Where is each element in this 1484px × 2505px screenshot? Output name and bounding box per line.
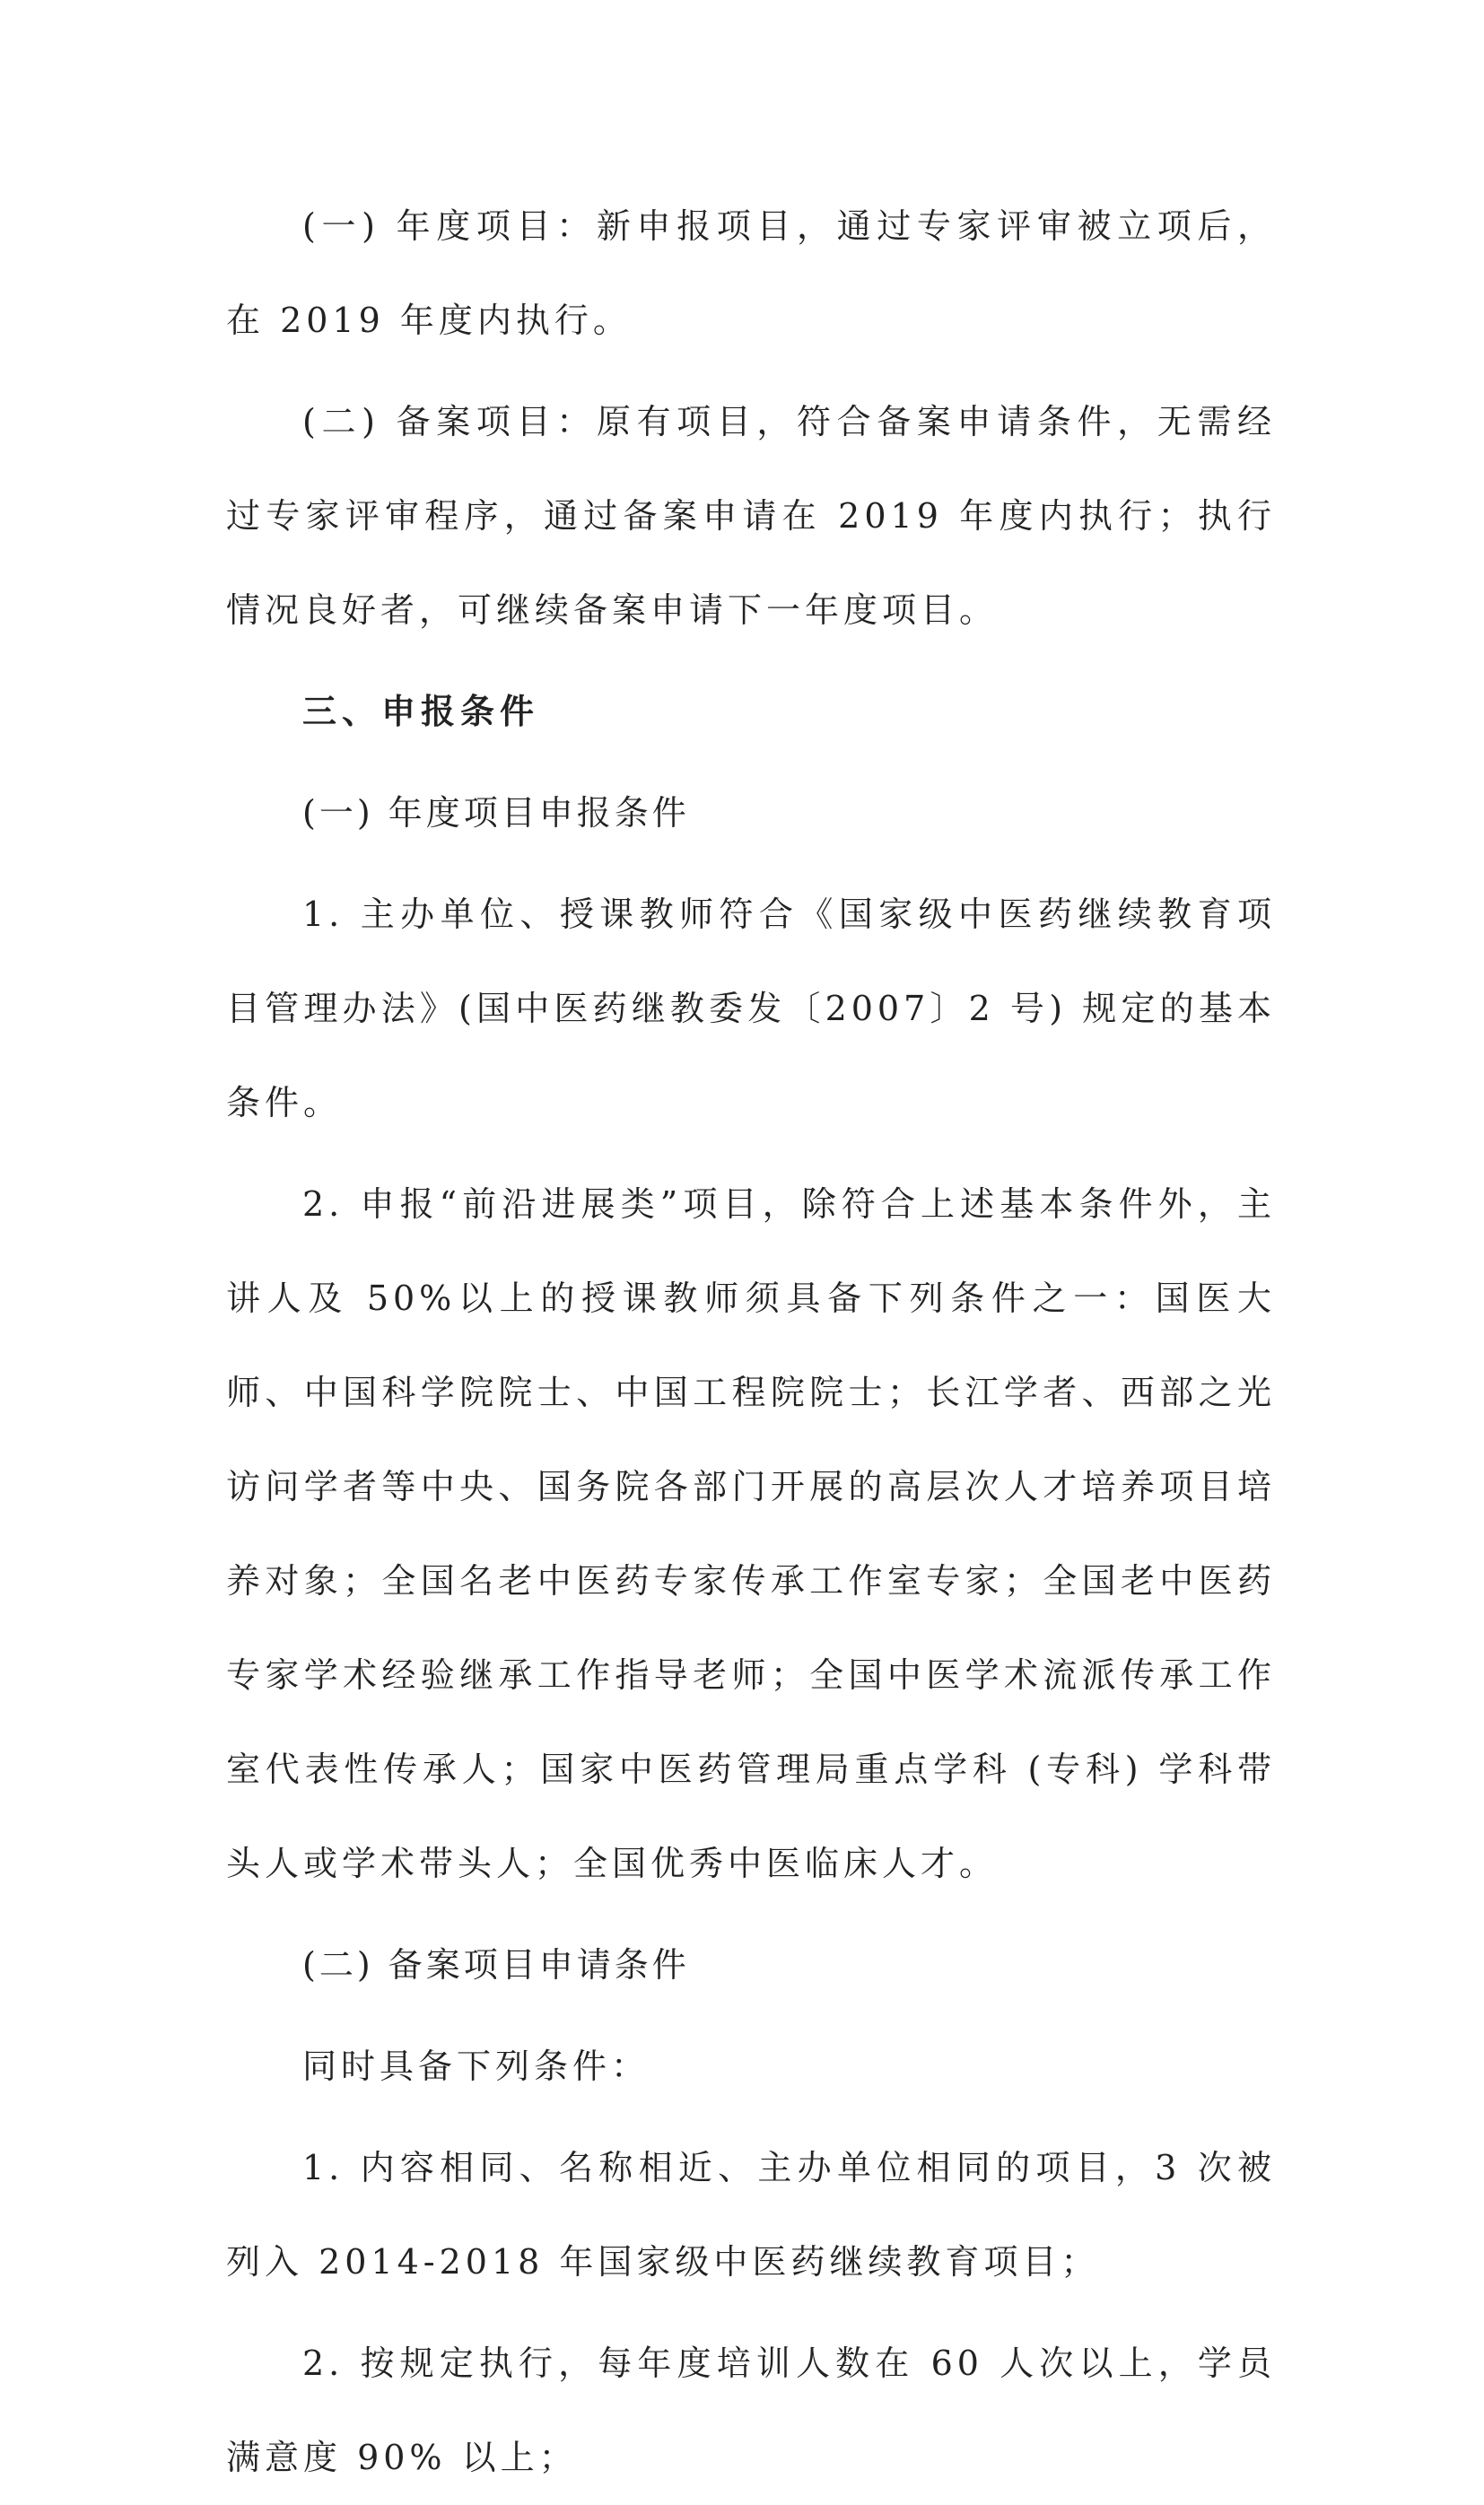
section-heading-application-conditions: 三、申报条件 (302, 692, 540, 731)
annual-conditions-subheading: (一) 年度项目申报条件 (302, 793, 690, 833)
record-project-definition: (二) 备案项目：原有项目，符合备案申请条件，无需经过专家评审程序，通过备案申请在 2019 年度内执行；执行情况良好者，可继续备案申请下一年度项目。 (226, 402, 1276, 630)
record-conditions-subheading: (二) 备案项目申请条件 (302, 1945, 690, 1985)
annual-condition-item-2: 2. 申报“前沿进展类”项目，除符合上述基本条件外，主讲人及 50%以上的授课教师须具备下列条件之一：国医大师、中国科学院院士、中国工程院院士；长江学者、西部之光访问学者等中央、国务院各部门开展的高层次人才培养项目培养对象；全国名老中医药专家传承工作室专家；全国老中医药专家学术经验继承工作指导老师；全国中医学术流派传承工作室代表性传承人；国家中医药管理局重点学科 (专科) 学科带头人或学术带头人；全国优秀中医临床人才。 (226, 1184, 1276, 1883)
record-condition-item-2: 2. 按规定执行，每年度培训人数在 60 人次以上，学员满意度 90% 以上； (226, 2344, 1276, 2477)
document-page (226, 179, 1276, 2505)
annual-project-definition: (一) 年度项目：新申报项目，通过专家评审被立项后，在 2019 年度内执行。 (226, 206, 1276, 340)
record-conditions-intro: 同时具备下列条件： (302, 2047, 650, 2086)
record-condition-item-1: 1. 内容相同、名称相近、主办单位相同的项目，3 次被列入 2014-2018 年国家级中医药继续教育项目； (226, 2148, 1276, 2282)
annual-condition-item-1: 1. 主办单位、授课教师符合《国家级中医药继续教育项目管理办法》(国中医药继教委发〔2007〕2 号) 规定的基本条件。 (226, 895, 1276, 1122)
